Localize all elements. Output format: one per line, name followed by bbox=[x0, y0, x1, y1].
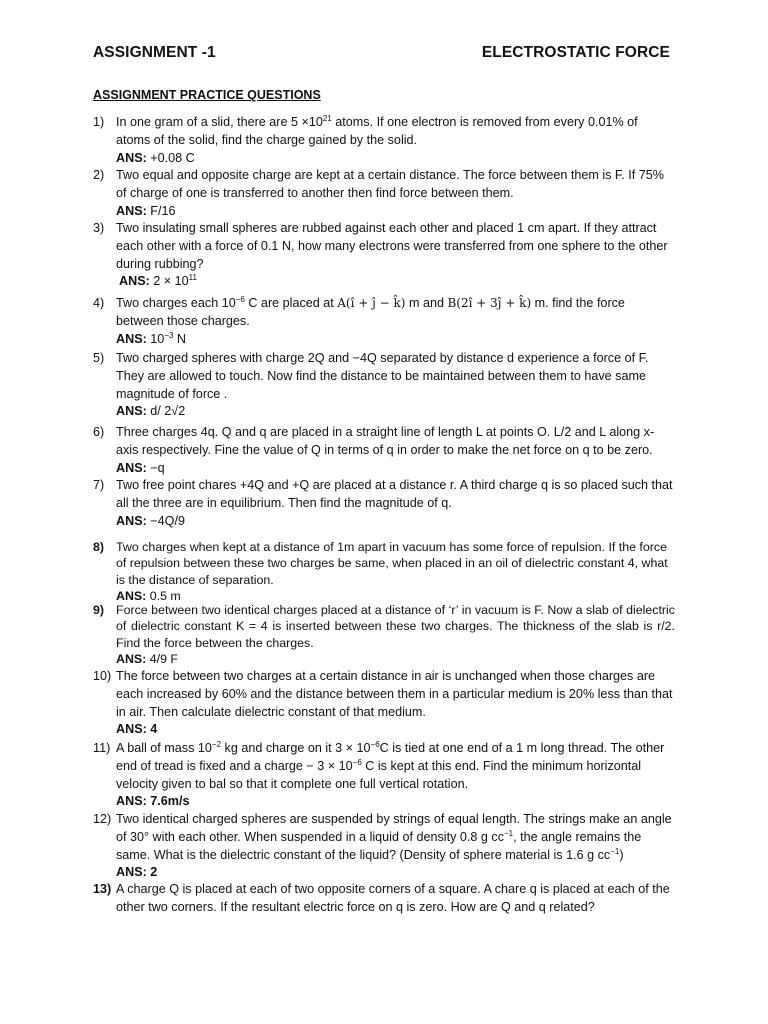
question-text: In one gram of a slid, there are $5 \times 10^{21}$ atoms. If one electron is removed from every 0.01% of atoms of the solid, find the charge gained by the solid. ANS: +0.08 C bbox=[116, 114, 675, 167]
answer: ANS: 7.6m/s bbox=[116, 794, 190, 809]
question-text: A ball of mass $10^{-2}$ kg and charge on it $3 \times 10^{-6}C$ is tied at one end of a 1 m long thread. The other end of tread is fixed and a charge − $3 \times 10^{-6}$ C is kept at this end. Find the minimum horizontal velocity given to bal so that it complete one full vertical rotation. ANS: 7.6m/s bbox=[116, 740, 675, 811]
answer: ANS: 4 bbox=[116, 722, 158, 737]
question-13 bbox=[93, 881, 675, 917]
assignment-title: ASSIGNMENT -1 bbox=[93, 44, 216, 61]
question-4 bbox=[93, 295, 675, 348]
question-text: The force between two charges at a certain distance in air is unchanged when those charges are each increased by 60% and the distance between them in a particular medium is 20% less than that in air. Then calculate dielectric constant of that medium. ANS: 4 bbox=[116, 668, 675, 739]
question-10 bbox=[93, 668, 675, 739]
answer: ANS: F/16 bbox=[116, 203, 176, 218]
question-11 bbox=[93, 740, 675, 811]
question-5 bbox=[93, 350, 675, 421]
question-number: 10) bbox=[93, 669, 112, 683]
question-number: 2) bbox=[93, 168, 105, 182]
question-text: Two charged spheres with charge 2Q and −4Q separated by distance d experience a force of F. They are allowed to touch. Now find the distance to be maintained between them to have same magnitude of force . ANS: d/ 2√2 bbox=[116, 350, 675, 421]
answer: ANS: 4/9 F bbox=[116, 652, 178, 667]
answer: ANS: d/ 2√2 bbox=[116, 404, 186, 419]
question-number: 8) bbox=[93, 540, 105, 554]
question-number: 5) bbox=[93, 351, 105, 365]
question-12 bbox=[93, 811, 675, 882]
question-6 bbox=[93, 424, 675, 477]
question-number: 12) bbox=[93, 812, 112, 826]
question-number: 7) bbox=[93, 478, 105, 492]
question-text: Two insulating small spheres are rubbed against each other and placed 1 cm apart. If they attract each other with a force of 0.1 N, how many electrons were transferred from one sphere to the other during rubbing? ANS: $2 \times 10^{11}$ bbox=[116, 220, 675, 291]
answer: ANS: −q bbox=[116, 460, 165, 475]
question-number: 1) bbox=[93, 115, 105, 129]
question-text: Three charges 4q. Q and q are placed in a straight line of length L at points O. L/2 and L along x-axis respectively. Fine the value of Q in terms of q in order to make the net force on q to be zero. ANS: −q bbox=[116, 424, 675, 477]
answer: ANS: −4Q/9 bbox=[116, 513, 185, 528]
question-text: Two identical charged spheres are suspended by strings of equal length. The strings make an angle of 30° with each other. When suspended in a liquid of density 0.8 g $cc^{-1}$, the angle remains the same. What is the dielectric constant of the liquid? (Density of sphere material is 1.6 g $cc^{-1}$) ANS: 2 bbox=[116, 811, 675, 882]
question-text: Two charges each $10^{-6}$ C are placed at A(î + ĵ − k̂) m and B(2î + 3ĵ + k̂) m. find the force between those charges. ANS: $10^{-3}$ N bbox=[116, 295, 675, 348]
question-1 bbox=[93, 114, 675, 167]
answer: ANS: $10^{-3}$ N bbox=[116, 330, 187, 346]
question-text: Two charges when kept at a distance of 1m apart in vacuum has some force of repulsion. If the force of repulsion between these two charges be same, when placed in an oil of dielectric constant 4, what is the distance of separation. ANS: 0.5 m bbox=[116, 539, 675, 605]
question-number: 11) bbox=[93, 741, 111, 755]
question-number: 6) bbox=[93, 425, 105, 439]
question-number: 3) bbox=[93, 221, 105, 235]
position-vector-a: A(î + ĵ − k̂) bbox=[337, 296, 406, 310]
question-text: Two equal and opposite charge are kept at a certain distance. The force between them is F. If 75% of charge of one is transferred to another then find force between them. ANS: F/16 bbox=[116, 167, 675, 220]
answer: ANS: $2 \times 10^{11}$ bbox=[119, 273, 197, 289]
answer: ANS: +0.08 C bbox=[116, 150, 195, 165]
question-7 bbox=[93, 477, 675, 530]
question-9 bbox=[93, 602, 675, 668]
section-heading: ASSIGNMENT PRACTICE QUESTIONS bbox=[93, 88, 321, 102]
question-text: A charge Q is placed at each of two opposite corners of a square. A chare q is placed at each of the other two corners. If the resultant electric force on q is zero. How are Q and q related? bbox=[116, 882, 670, 914]
question-number: 9) bbox=[93, 603, 105, 617]
question-2 bbox=[93, 167, 675, 220]
topic-title: ELECTROSTATIC FORCE bbox=[481, 44, 670, 61]
position-vector-b: B(2î + 3ĵ + k̂) bbox=[447, 296, 532, 310]
question-8 bbox=[93, 539, 675, 605]
answer: ANS: 0.5 m bbox=[116, 589, 181, 604]
answer: ANS: 2 bbox=[116, 865, 158, 880]
question-text: Two free point chares +4Q and +Q are placed at a distance r. A third charge q is so placed such that all the three are in equilibrium. Then find the magnitude of q. ANS: −4Q/9 bbox=[116, 477, 675, 530]
question-text: Force between two identical charges placed at a distance of ‘r’ in vacuum is F. Now a slab of dielectric of dielectric constant K = 4 is inserted between these two charges. The thickness of the slab is r/2. Find the force between the charges. ANS: 4/9 F bbox=[116, 603, 675, 667]
question-number: 4) bbox=[93, 296, 105, 310]
question-3 bbox=[93, 220, 675, 291]
question-number: 13) bbox=[93, 882, 112, 896]
